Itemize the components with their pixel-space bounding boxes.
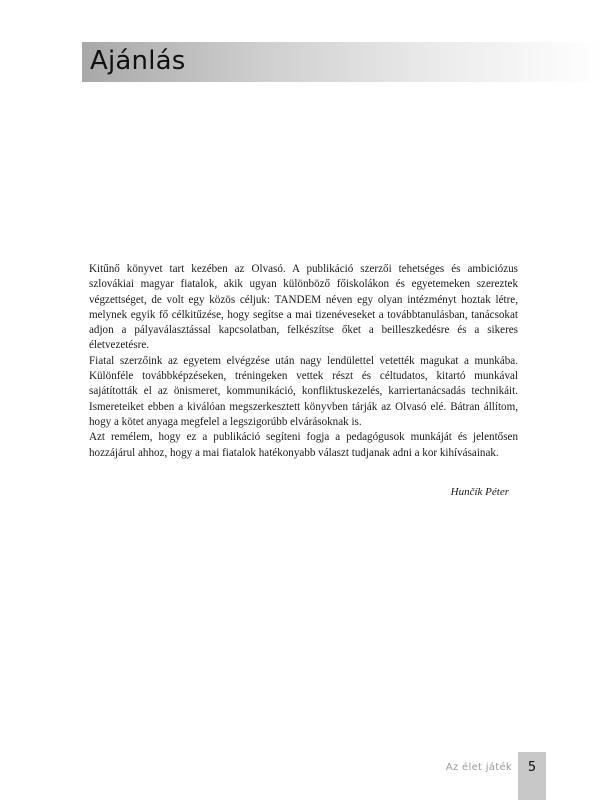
page-number: 5 xyxy=(527,760,537,775)
author-signature: Hunčík Péter xyxy=(450,486,509,498)
recommendation-text xyxy=(89,262,518,461)
page-title: Ajánlás xyxy=(90,46,186,76)
footer-book-title: Az élet játék xyxy=(445,762,512,773)
paragraph: Azt remélem, hogy ez a publikáció segíteni fogja a pedagógusok munkáját és jelentősen hozzájárul ahhoz, hogy a mai fiatalok hatékonyabb választ tudjanak adni a kor kihívásainak. xyxy=(89,431,518,459)
paragraph: Kitűnő könyvet tart kezében az Olvasó. A publikáció szerzői tehetséges és ambiciózus szlovákiai magyar fiatalok, akik ugyan különböző főiskolákon és egyetemeken szereztek végzettséget, de volt egy közös céljuk: TANDEM néven egy olyan intézményt hoztak létre, melynek egyik fő célkitűzése, hogy segítse a mai tizenéveseket a továbbtanulásban, tanácsokat adjon a pályaválasztással kapcsolatban, felkészítse őket a beilleszkedésre és a sikeres életvezetésre. xyxy=(89,263,518,352)
paragraph: Fiatal szerzőink az egyetem elvégzése után nagy lendülettel vetették magukat a munkába. Különféle továbbképzéseken, tréningeken vettek részt és céltudatos, kitartó munkával sajátították el az önismeret, kommunikáció, konfliktuskezelés, karriertanácsadás technikáit. Ismereteiket ebben a kiválóan megszerkesztett könyvben tárják az Olvasó elé. Bátran állítom, hogy a kötet anyaga megfelel a legszigorúbb elvárásoknak is. xyxy=(89,354,518,428)
